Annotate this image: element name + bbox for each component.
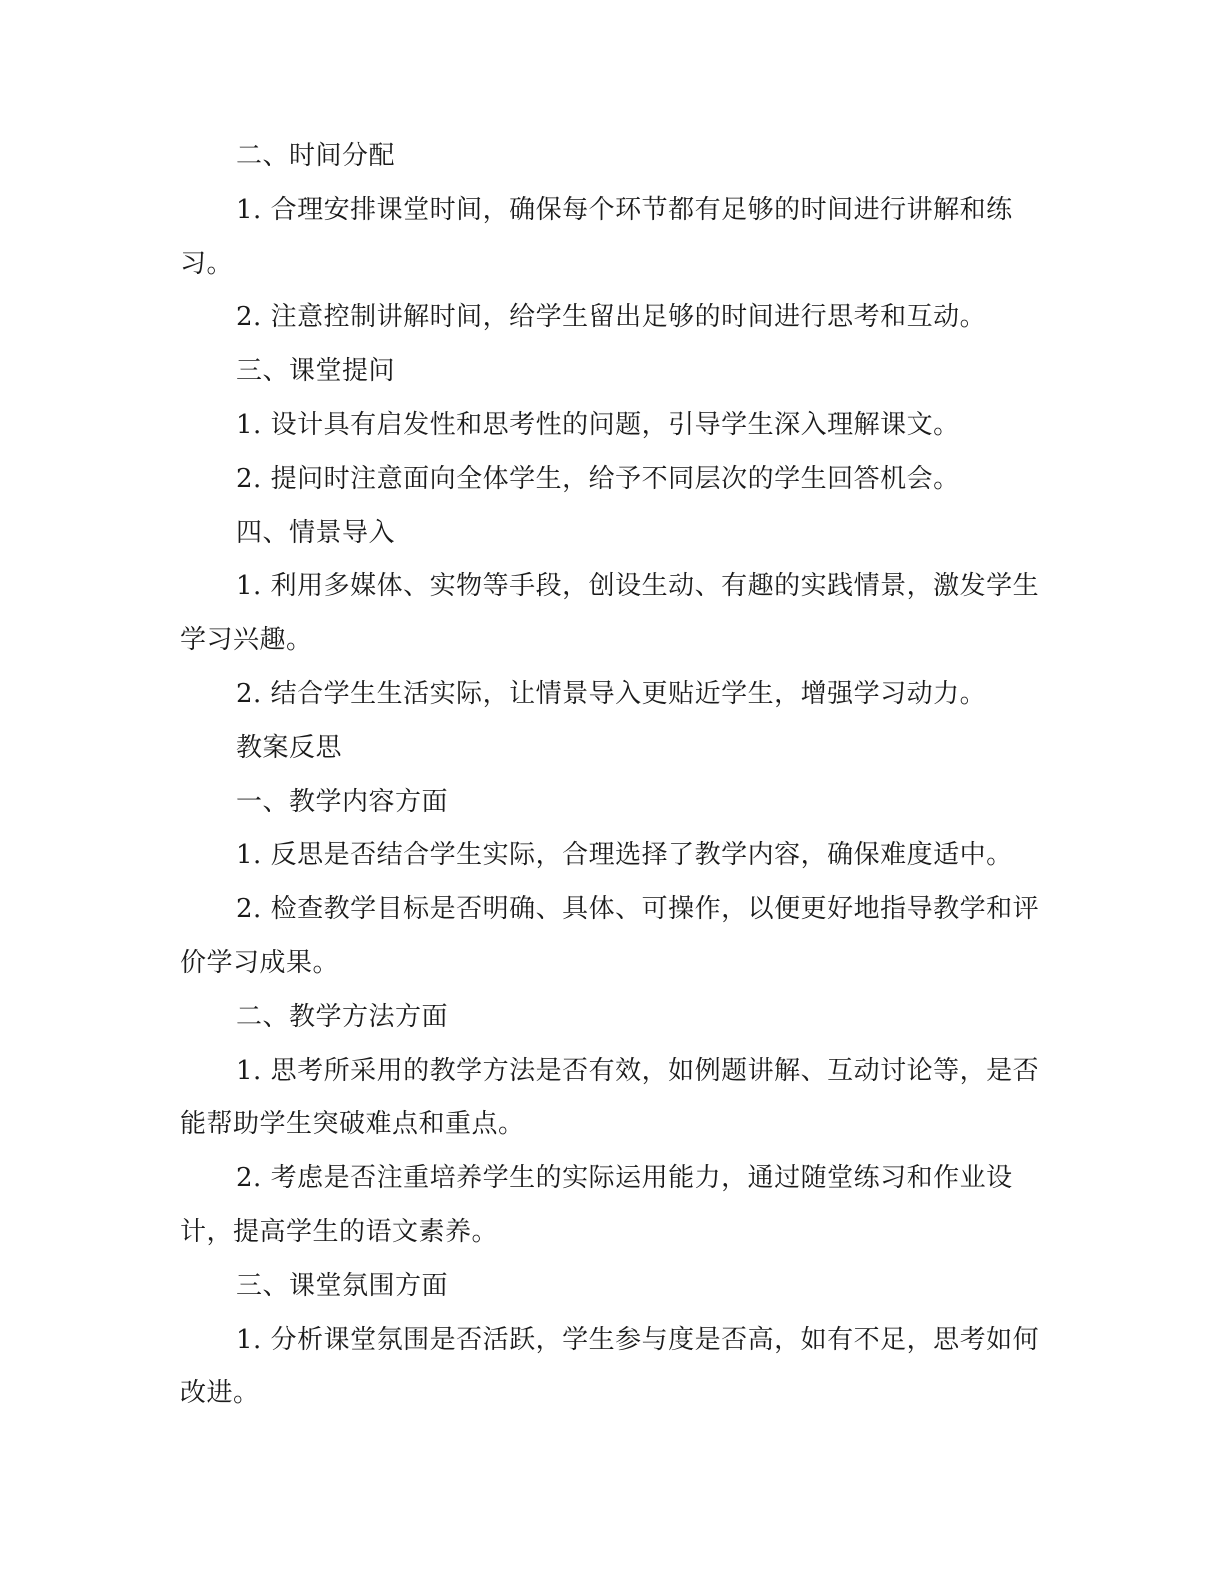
list-item: 2. 检查教学目标是否明确、具体、可操作，以便更好地指导教学和评价学习成果。 — [180, 894, 1040, 978]
chapter-heading: 教案反思 — [236, 732, 343, 763]
list-item: 2. 提问时注意面向全体学生，给予不同层次的学生回答机会。 — [236, 463, 960, 494]
list-item: 2. 注意控制讲解时间，给学生留出足够的时间进行思考和互动。 — [236, 302, 987, 333]
section-heading: 三、课堂氛围方面 — [236, 1270, 449, 1301]
list-item: 1. 分析课堂氛围是否活跃，学生参与度是否高，如有不足，思考如何改进。 — [180, 1324, 1040, 1409]
list-item: 1. 思考所采用的教学方法是否有效，如例题讲解、互动讨论等，是否能帮助学生突破难点和重点。 — [180, 1055, 1040, 1140]
section-heading: 三、课堂提问 — [236, 356, 396, 387]
list-item: 2. 结合学生生活实际，让情景导入更贴近学生，增强学习动力。 — [236, 678, 987, 709]
section-heading: 二、时间分配 — [236, 141, 396, 171]
list-item: 1. 反思是否结合学生实际，合理选择了教学内容，确保难度适中。 — [236, 840, 1013, 871]
list-item: 2. 考虑是否注重培养学生的实际运用能力，通过随堂练习和作业设计，提高学生的语文素养。 — [180, 1163, 1013, 1247]
section-heading: 二、教学方法方面 — [236, 1001, 449, 1032]
list-item: 1. 设计具有启发性和思考性的问题，引导学生深入理解课文。 — [236, 409, 960, 440]
document-body — [180, 130, 1040, 1421]
section-heading: 四、情景导入 — [236, 517, 396, 548]
list-item: 1. 合理安排课堂时间，确保每个环节都有足够的时间进行讲解和练习。 — [180, 194, 1013, 279]
list-item: 1. 利用多媒体、实物等手段，创设生动、有趣的实践情景，激发学生学习兴趣。 — [180, 571, 1040, 656]
section-heading: 一、教学内容方面 — [236, 786, 449, 817]
